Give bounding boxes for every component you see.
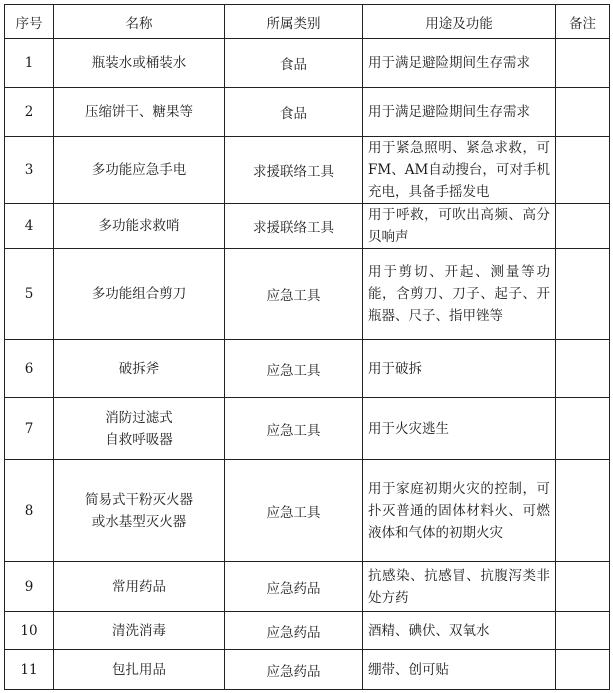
cell-usage: 酒精、碘伏、双氧水 [363,612,556,650]
cell-category: 应急工具 [225,340,363,398]
cell-usage: 用于呼救，可吹出高频、高分贝响声 [363,204,556,249]
cell-name: 简易式干粉灭火器 或水基型灭火器 [54,460,225,562]
cell-usage: 用于火灾逃生 [363,398,556,460]
table-row [5,39,610,88]
cell-category: 应急药品 [225,562,363,612]
cell-notes [556,460,610,562]
header-index: 序号 [5,5,54,39]
cell-name: 清洗消毒 [54,612,225,650]
table-row [5,204,610,249]
cell-category: 求援联络工具 [225,137,363,204]
cell-name: 多功能求救哨 [54,204,225,249]
cell-index: 10 [5,612,54,650]
cell-notes [556,612,610,650]
table-row [5,398,610,460]
header-name: 名称 [54,5,225,39]
header-row [5,5,610,39]
cell-usage: 抗感染、抗感冒、抗腹泻类非处方药 [363,562,556,612]
cell-notes [556,398,610,460]
cell-usage: 用于紧急照明、紧急求救，可FM、AM自动搜台，可对手机充电，具备手摇发电 [363,137,556,204]
cell-index: 2 [5,88,54,137]
cell-notes [556,204,610,249]
cell-usage: 用于满足避险期间生存需求 [363,88,556,137]
table-body [5,39,610,690]
cell-notes [556,88,610,137]
table-row [5,650,610,690]
cell-category: 应急工具 [225,398,363,460]
cell-usage: 用于满足避险期间生存需求 [363,39,556,88]
cell-category: 食品 [225,39,363,88]
cell-name: 多功能组合剪刀 [54,249,225,340]
table-row [5,340,610,398]
cell-name: 瓶装水或桶装水 [54,39,225,88]
table-header [5,5,610,39]
cell-usage: 用于剪切、开起、测量等功能，含剪刀、刀子、起子、开瓶器、尺子、指甲锉等 [363,249,556,340]
cell-usage: 用于家庭初期火灾的控制，可扑灭普通的固体材料火、可燃液体和气体的初期火灾 [363,460,556,562]
cell-name: 压缩饼干、糖果等 [54,88,225,137]
cell-usage: 用于破拆 [363,340,556,398]
cell-category: 食品 [225,88,363,137]
table-row [5,612,610,650]
table-row [5,137,610,204]
table-row [5,249,610,340]
table-row [5,562,610,612]
cell-name: 破拆斧 [54,340,225,398]
header-usage: 用途及功能 [363,5,556,39]
header-notes: 备注 [556,5,610,39]
cell-notes [556,340,610,398]
cell-name: 消防过滤式 自救呼吸器 [54,398,225,460]
cell-notes [556,249,610,340]
cell-index: 8 [5,460,54,562]
emergency-kit-table [4,4,610,690]
cell-index: 7 [5,398,54,460]
table-row [5,88,610,137]
cell-name: 包扎用品 [54,650,225,690]
cell-usage: 绷带、创可贴 [363,650,556,690]
cell-notes [556,650,610,690]
cell-notes [556,137,610,204]
table-row [5,460,610,562]
cell-index: 6 [5,340,54,398]
cell-index: 9 [5,562,54,612]
cell-index: 5 [5,249,54,340]
cell-notes [556,562,610,612]
cell-index: 11 [5,650,54,690]
cell-index: 4 [5,204,54,249]
header-category: 所属类别 [225,5,363,39]
cell-name: 多功能应急手电 [54,137,225,204]
cell-notes [556,39,610,88]
cell-category: 应急工具 [225,460,363,562]
cell-name: 常用药品 [54,562,225,612]
cell-category: 应急药品 [225,650,363,690]
cell-category: 应急药品 [225,612,363,650]
cell-category: 应急工具 [225,249,363,340]
cell-index: 1 [5,39,54,88]
cell-index: 3 [5,137,54,204]
cell-category: 求援联络工具 [225,204,363,249]
